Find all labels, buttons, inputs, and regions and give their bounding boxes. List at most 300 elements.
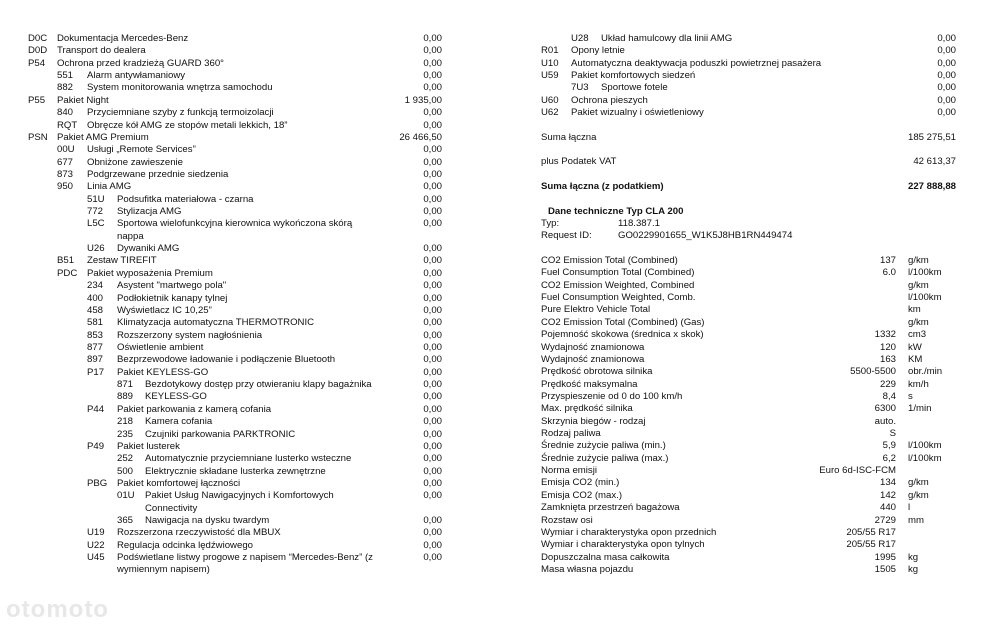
option-code: 500 bbox=[117, 465, 134, 477]
option-code: 458 bbox=[87, 304, 104, 316]
spec-unit: km bbox=[908, 304, 921, 316]
option-label: KEYLESS-GO bbox=[145, 391, 207, 403]
spec-unit: kg bbox=[908, 564, 919, 575]
request-value: GO0229901655_W1K5J8HB1RN449474 bbox=[618, 230, 793, 241]
option-row bbox=[0, 132, 442, 144]
spec-unit: 1/min bbox=[908, 403, 932, 415]
option-label: Elektrycznie składane lusterka zewnętrzne bbox=[145, 465, 326, 477]
option-row bbox=[0, 243, 442, 255]
spec-row bbox=[541, 317, 961, 329]
spec-unit: obr./min bbox=[908, 366, 943, 378]
option-code: 234 bbox=[87, 280, 104, 292]
spec-label: Wymiar i charakterystyka opon przednich bbox=[541, 526, 717, 538]
spec-label: CO2 Emission Total (Combined) bbox=[541, 255, 678, 266]
option-price: 0,00 bbox=[423, 465, 442, 477]
spec-unit: km/h bbox=[908, 378, 929, 390]
spec-label: Rodzaj paliwa bbox=[541, 428, 601, 440]
option-price: 0,00 bbox=[937, 107, 956, 119]
option-row bbox=[0, 169, 442, 181]
option-price: 0,00 bbox=[423, 391, 442, 403]
option-code: 00U bbox=[57, 144, 75, 156]
request-row bbox=[541, 230, 841, 242]
option-label: Podświetlane listwy progowe z napisem “Mercedes-Benz” (z bbox=[117, 552, 373, 564]
option-price: 0,00 bbox=[423, 292, 442, 304]
option-price: 0,00 bbox=[423, 218, 442, 230]
option-code: P44 bbox=[87, 403, 105, 415]
option-code: 365 bbox=[117, 515, 134, 527]
option-row bbox=[0, 540, 442, 552]
option-label: Wyświetlacz IC 10,25” bbox=[117, 304, 212, 316]
option-label: Zestaw TIREFIT bbox=[87, 255, 157, 267]
option-row bbox=[0, 379, 442, 391]
option-price: 0,00 bbox=[937, 45, 956, 57]
spec-label: Skrzynia biegów - rodzaj bbox=[541, 415, 646, 427]
option-code: PBG bbox=[87, 477, 108, 489]
spec-value: Euro 6d-ISC-FCM bbox=[819, 465, 896, 477]
option-price: 0,00 bbox=[423, 267, 442, 279]
option-code: U26 bbox=[87, 243, 105, 255]
spec-unit: l/100km bbox=[908, 440, 942, 452]
option-code: 950 bbox=[57, 181, 74, 193]
option-code: 551 bbox=[57, 70, 74, 82]
option-price: 0,00 bbox=[423, 490, 442, 502]
option-row bbox=[0, 330, 442, 342]
option-code: PSN bbox=[28, 131, 48, 143]
option-label: wymiennym napisem) bbox=[117, 564, 210, 576]
option-price: 0,00 bbox=[423, 280, 442, 292]
spec-row bbox=[541, 465, 961, 477]
option-row bbox=[0, 157, 442, 169]
spec-label: Wydajność znamionowa bbox=[541, 341, 645, 353]
option-label: Usługi „Remote Services” bbox=[87, 144, 196, 156]
option-price: 0,00 bbox=[423, 428, 442, 440]
spec-label: Emisja CO2 (max.) bbox=[541, 489, 623, 501]
spec-unit: l bbox=[908, 502, 911, 514]
spec-label: Emisja CO2 (min.) bbox=[541, 477, 620, 489]
option-label: Przyciemniane szyby z funkcją termoizolacji bbox=[87, 107, 274, 119]
option-code: 840 bbox=[57, 107, 74, 119]
option-label: Bezprzewodowe ładowanie i podłączenie Bluetooth bbox=[117, 354, 336, 366]
spec-value: auto. bbox=[874, 415, 896, 427]
option-code: 853 bbox=[87, 329, 104, 341]
spec-label: Prędkość obrotowa silnika bbox=[541, 366, 653, 378]
option-row bbox=[0, 317, 442, 329]
option-code: 882 bbox=[57, 82, 74, 94]
spec-row bbox=[541, 416, 961, 428]
option-label: Pakiet Night bbox=[57, 94, 109, 106]
option-code: L5C bbox=[87, 218, 105, 230]
spec-value: 137 bbox=[879, 255, 896, 266]
option-label: Pakiet wizualny i oświetleniowy bbox=[571, 107, 704, 119]
spec-row bbox=[541, 280, 961, 292]
option-price: 0,00 bbox=[423, 45, 442, 57]
option-label: nappa bbox=[117, 230, 144, 242]
option-label: Pakiet lusterek bbox=[117, 440, 180, 452]
spec-row bbox=[541, 329, 961, 341]
type-label: Typ: bbox=[541, 218, 560, 229]
option-row bbox=[0, 354, 442, 366]
option-row bbox=[0, 206, 442, 218]
option-price: 0,00 bbox=[423, 107, 442, 119]
option-code: U60 bbox=[541, 94, 559, 106]
spec-value: 205/55 R17 bbox=[846, 526, 896, 538]
spec-unit: cm3 bbox=[908, 329, 927, 341]
option-label: Podłokietnik kanapy tylnej bbox=[117, 292, 228, 304]
option-row bbox=[0, 95, 956, 107]
option-code: PDC bbox=[57, 267, 78, 279]
spec-value: 5,9 bbox=[882, 440, 896, 452]
option-price: 0,00 bbox=[423, 342, 442, 353]
vat-value: 42 613,37 bbox=[913, 156, 956, 167]
option-price: 0,00 bbox=[423, 440, 442, 452]
option-code: 400 bbox=[87, 292, 104, 304]
option-row bbox=[0, 490, 442, 502]
option-code: U19 bbox=[87, 527, 105, 539]
spec-unit: l/100km bbox=[908, 292, 942, 304]
spec-label: Fuel Consumption Weighted, Comb. bbox=[541, 292, 696, 304]
option-price: 0,00 bbox=[423, 119, 442, 131]
spec-unit: mm bbox=[908, 514, 924, 526]
option-code: 51U bbox=[87, 193, 105, 205]
spec-unit: KM bbox=[908, 353, 923, 365]
option-row bbox=[0, 70, 956, 82]
option-label: Sportowa wielofunkcyjna kierownica wykończona skórą bbox=[117, 218, 353, 230]
option-row bbox=[0, 453, 442, 465]
option-row bbox=[0, 58, 956, 70]
spec-row bbox=[541, 477, 961, 489]
spec-row bbox=[541, 379, 961, 391]
option-label: Klimatyzacja automatyczna THERMOTRONIC bbox=[117, 317, 315, 329]
spec-value: S bbox=[889, 428, 896, 440]
option-label: Connectivity bbox=[145, 502, 198, 514]
spec-value: 2729 bbox=[874, 514, 896, 526]
option-price: 0,00 bbox=[937, 94, 956, 106]
option-price: 0,00 bbox=[423, 453, 442, 465]
option-row bbox=[0, 564, 442, 576]
spec-label: Fuel Consumption Total (Combined) bbox=[541, 267, 695, 279]
option-row bbox=[0, 416, 442, 428]
spec-label: Pojemność skokowa (średnica x skok) bbox=[541, 329, 704, 341]
spec-row bbox=[541, 391, 961, 403]
spec-row bbox=[541, 564, 961, 576]
spec-row bbox=[541, 490, 961, 502]
spec-unit: g/km bbox=[908, 316, 929, 328]
option-label: Czujniki parkowania PARKTRONIC bbox=[145, 428, 296, 440]
spec-row bbox=[541, 292, 961, 304]
option-code: D0C bbox=[28, 33, 48, 44]
option-label: Opony letnie bbox=[571, 45, 625, 57]
spec-label: Norma emisji bbox=[541, 465, 597, 477]
spec-label: CO2 Emission Weighted, Combined bbox=[541, 279, 695, 291]
option-code: 871 bbox=[117, 379, 134, 391]
option-price: 0,00 bbox=[423, 527, 442, 539]
option-label: Sportowe fotele bbox=[601, 82, 668, 94]
option-row bbox=[0, 231, 442, 243]
option-code: U59 bbox=[541, 70, 559, 82]
option-price: 1 935,00 bbox=[404, 94, 442, 106]
spec-label: Masa własna pojazdu bbox=[541, 564, 634, 575]
spec-value: 440 bbox=[879, 502, 896, 514]
spec-value: 134 bbox=[879, 477, 896, 489]
option-label: Pakiet wyposażenia Premium bbox=[87, 267, 213, 279]
option-price: 26 466,50 bbox=[399, 131, 442, 143]
spec-label: Pure Elektro Vehicle Total bbox=[541, 304, 651, 316]
gross-label: Suma łączna (z podatkiem) bbox=[541, 181, 664, 192]
option-price: 0,00 bbox=[423, 181, 442, 193]
option-price: 0,00 bbox=[423, 366, 442, 378]
type-row bbox=[541, 218, 841, 230]
spec-value: 142 bbox=[879, 489, 896, 501]
option-price: 0,00 bbox=[423, 206, 442, 218]
option-code: D0D bbox=[28, 45, 48, 57]
option-price: 0,00 bbox=[423, 539, 442, 551]
option-code: U45 bbox=[87, 552, 105, 564]
option-price: 0,00 bbox=[423, 57, 442, 69]
option-code: 873 bbox=[57, 168, 74, 180]
spec-value: 120 bbox=[879, 341, 896, 353]
option-price: 0,00 bbox=[937, 70, 956, 82]
option-label: Stylizacja AMG bbox=[117, 206, 182, 218]
spec-row bbox=[541, 527, 961, 539]
option-price: 0,00 bbox=[423, 304, 442, 316]
tech-title: Dane techniczne Typ CLA 200 bbox=[548, 206, 684, 217]
option-row bbox=[0, 107, 956, 119]
option-price: 0,00 bbox=[423, 70, 442, 82]
spec-row bbox=[541, 255, 961, 267]
option-code: P49 bbox=[87, 440, 105, 452]
option-price: 0,00 bbox=[423, 33, 442, 44]
gross-value: 227 888,88 bbox=[907, 181, 956, 192]
spec-label: Dopuszczalna masa całkowita bbox=[541, 551, 670, 563]
spec-row bbox=[541, 267, 961, 279]
option-row bbox=[0, 429, 442, 441]
option-row bbox=[0, 441, 442, 453]
option-code: P17 bbox=[87, 366, 105, 378]
spec-value: 229 bbox=[879, 378, 896, 390]
spec-row bbox=[541, 552, 961, 564]
spec-unit: l/100km bbox=[908, 267, 942, 279]
option-label: Pakiet komfortowych siedzeń bbox=[571, 70, 696, 82]
option-price: 0,00 bbox=[423, 403, 442, 415]
option-code: 01U bbox=[117, 490, 135, 502]
spec-label: Wymiar i charakterystyka opon tylnych bbox=[541, 539, 705, 551]
spec-value: 6.0 bbox=[882, 267, 896, 279]
option-label: Pakiet KEYLESS-GO bbox=[117, 366, 209, 378]
spec-row bbox=[541, 539, 961, 551]
spec-unit: l/100km bbox=[908, 452, 942, 464]
total-label: Suma łączna bbox=[541, 132, 597, 143]
option-code: P55 bbox=[28, 94, 46, 106]
option-label: Układ hamulcowy dla linii AMG bbox=[601, 33, 733, 44]
option-price: 0,00 bbox=[423, 379, 442, 391]
spec-row bbox=[541, 453, 961, 465]
otomoto-watermark: otomoto bbox=[6, 596, 109, 623]
option-row bbox=[0, 367, 442, 379]
option-code: 889 bbox=[117, 391, 134, 403]
option-code: 235 bbox=[117, 428, 134, 440]
option-label: Kamera cofania bbox=[145, 416, 213, 428]
option-label: Podsufitka materiałowa - czarna bbox=[117, 193, 254, 205]
option-row bbox=[0, 515, 442, 527]
option-price: 0,00 bbox=[937, 82, 956, 94]
spec-row bbox=[541, 354, 961, 366]
spec-row bbox=[541, 502, 961, 514]
option-label: Pakiet Usług Nawigacyjnych i Komfortowych bbox=[145, 490, 334, 502]
option-row bbox=[0, 82, 956, 94]
spec-label: Max. prędkość silnika bbox=[541, 403, 633, 415]
option-price: 0,00 bbox=[937, 57, 956, 69]
option-row bbox=[0, 391, 442, 403]
spec-value: 6,2 bbox=[882, 452, 896, 464]
option-code: 252 bbox=[117, 453, 134, 465]
option-price: 0,00 bbox=[423, 144, 442, 156]
option-price: 0,00 bbox=[937, 33, 956, 44]
option-label: Automatycznie przyciemniane lusterko wsteczne bbox=[145, 453, 352, 465]
option-label: Dokumentacja Mercedes-Benz bbox=[57, 33, 189, 44]
option-label: Nawigacja na dysku twardym bbox=[145, 515, 270, 527]
option-label: Linia AMG bbox=[87, 181, 132, 193]
option-price: 0,00 bbox=[423, 477, 442, 489]
spec-row bbox=[541, 366, 961, 378]
total-row bbox=[541, 132, 956, 144]
option-label: Ochrona pieszych bbox=[571, 94, 648, 106]
spec-label: Rozstaw osi bbox=[541, 514, 593, 526]
option-label: Asystent "martwego pola" bbox=[117, 280, 227, 292]
option-price: 0,00 bbox=[423, 317, 442, 329]
spec-unit: g/km bbox=[908, 279, 929, 291]
option-price: 0,00 bbox=[423, 552, 442, 564]
option-price: 0,00 bbox=[423, 82, 442, 94]
option-code: 677 bbox=[57, 156, 74, 168]
spec-row bbox=[541, 440, 961, 452]
spec-label: Przyspieszenie od 0 do 100 km/h bbox=[541, 390, 683, 402]
option-code: 897 bbox=[87, 354, 104, 366]
spec-value: 1332 bbox=[874, 329, 896, 341]
option-row bbox=[0, 120, 442, 132]
option-code: 7U3 bbox=[571, 82, 589, 94]
option-label: Oświetlenie ambient bbox=[117, 342, 204, 353]
spec-value: 6300 bbox=[874, 403, 896, 415]
spec-unit: kW bbox=[908, 341, 922, 353]
option-row bbox=[0, 144, 442, 156]
option-price: 0,00 bbox=[423, 243, 442, 255]
option-row bbox=[0, 466, 442, 478]
option-code: P54 bbox=[28, 57, 46, 69]
option-label: Alarm antywłamaniowy bbox=[87, 70, 186, 82]
spec-unit: g/km bbox=[908, 477, 929, 489]
option-code: 772 bbox=[87, 206, 104, 218]
spec-row bbox=[541, 515, 961, 527]
spec-value: 163 bbox=[879, 353, 896, 365]
option-label: Dywaniki AMG bbox=[117, 243, 180, 255]
option-label: Obręcze kół AMG ze stopów metali lekkich, 18” bbox=[87, 119, 288, 131]
option-row bbox=[0, 181, 442, 193]
option-code: U28 bbox=[571, 33, 589, 44]
option-row bbox=[0, 255, 442, 267]
option-label: Bezdotykowy dostęp przy otwieraniu klapy bagażnika bbox=[145, 379, 372, 391]
option-label: System monitorowania wnętrza samochodu bbox=[87, 82, 273, 94]
spec-label: Zamknięta przestrzeń bagażowa bbox=[541, 502, 680, 514]
option-label: Podgrzewane przednie siedzenia bbox=[87, 168, 229, 180]
option-price: 0,00 bbox=[423, 329, 442, 341]
option-price: 0,00 bbox=[423, 354, 442, 366]
option-row bbox=[0, 503, 442, 515]
option-label: Automatyczna deaktywacja poduszki powietrznej pasażera bbox=[571, 57, 822, 69]
option-row bbox=[0, 268, 442, 280]
spec-label: Średnie zużycie paliwa (max.) bbox=[541, 452, 669, 464]
spec-value: 8,4 bbox=[882, 390, 896, 402]
spec-value: 5500-5500 bbox=[850, 366, 896, 378]
option-price: 0,00 bbox=[423, 193, 442, 205]
option-label: Rozszerzona rzeczywistość dla MBUX bbox=[117, 527, 281, 539]
spec-label: CO2 Emission Total (Combined) (Gas) bbox=[541, 316, 705, 328]
spec-unit: kg bbox=[908, 551, 919, 563]
option-code: B51 bbox=[57, 255, 75, 267]
option-row bbox=[0, 552, 442, 564]
spec-label: Prędkość maksymalna bbox=[541, 378, 638, 390]
option-row bbox=[0, 527, 442, 539]
spec-value: 205/55 R17 bbox=[846, 539, 896, 551]
option-row bbox=[0, 194, 442, 206]
gross-row bbox=[541, 181, 956, 193]
spec-label: Wydajność znamionowa bbox=[541, 353, 645, 365]
spec-value: 1505 bbox=[874, 564, 896, 575]
option-price: 0,00 bbox=[423, 515, 442, 527]
option-label: Pakiet komfortowej łączności bbox=[117, 477, 241, 489]
option-label: Obniżone zawieszenie bbox=[87, 156, 183, 168]
option-code: 581 bbox=[87, 317, 104, 329]
option-row bbox=[0, 218, 442, 230]
total-value: 185 275,51 bbox=[907, 132, 956, 143]
option-row bbox=[0, 293, 442, 305]
option-label: Ochrona przed kradzieżą GUARD 360° bbox=[57, 57, 225, 69]
option-price: 0,00 bbox=[423, 255, 442, 267]
option-code: RQT bbox=[57, 119, 78, 131]
option-label: Transport do dealera bbox=[57, 45, 146, 57]
option-code: 877 bbox=[87, 342, 104, 353]
option-code: 218 bbox=[117, 416, 134, 428]
type-value: 118.387.1 bbox=[618, 218, 660, 229]
option-label: Regulacja odcinka lędźwiowego bbox=[117, 539, 253, 551]
option-price: 0,00 bbox=[423, 168, 442, 180]
option-label: Rozszerzony system nagłośnienia bbox=[117, 329, 263, 341]
option-code: R01 bbox=[541, 45, 559, 57]
vat-label: plus Podatek VAT bbox=[541, 156, 617, 167]
option-code: U10 bbox=[541, 57, 559, 69]
option-row bbox=[0, 45, 956, 57]
option-row bbox=[0, 280, 442, 292]
option-row bbox=[0, 478, 442, 490]
spec-row bbox=[541, 304, 961, 316]
spec-label: Średnie zużycie paliwa (min.) bbox=[541, 440, 666, 452]
option-row bbox=[0, 404, 442, 416]
spec-row bbox=[541, 403, 961, 415]
option-row bbox=[0, 342, 442, 354]
option-price: 0,00 bbox=[423, 156, 442, 168]
spec-row bbox=[541, 342, 961, 354]
option-code: U62 bbox=[541, 107, 559, 119]
spec-unit: s bbox=[908, 390, 913, 402]
option-label: Pakiet AMG Premium bbox=[57, 131, 149, 143]
option-code: U22 bbox=[87, 539, 105, 551]
vat-row bbox=[541, 156, 956, 168]
option-price: 0,00 bbox=[423, 416, 442, 428]
spec-unit: g/km bbox=[908, 489, 929, 501]
request-label: Request ID: bbox=[541, 230, 592, 241]
spec-unit: g/km bbox=[908, 255, 929, 266]
option-row bbox=[0, 33, 956, 45]
option-row bbox=[0, 305, 442, 317]
